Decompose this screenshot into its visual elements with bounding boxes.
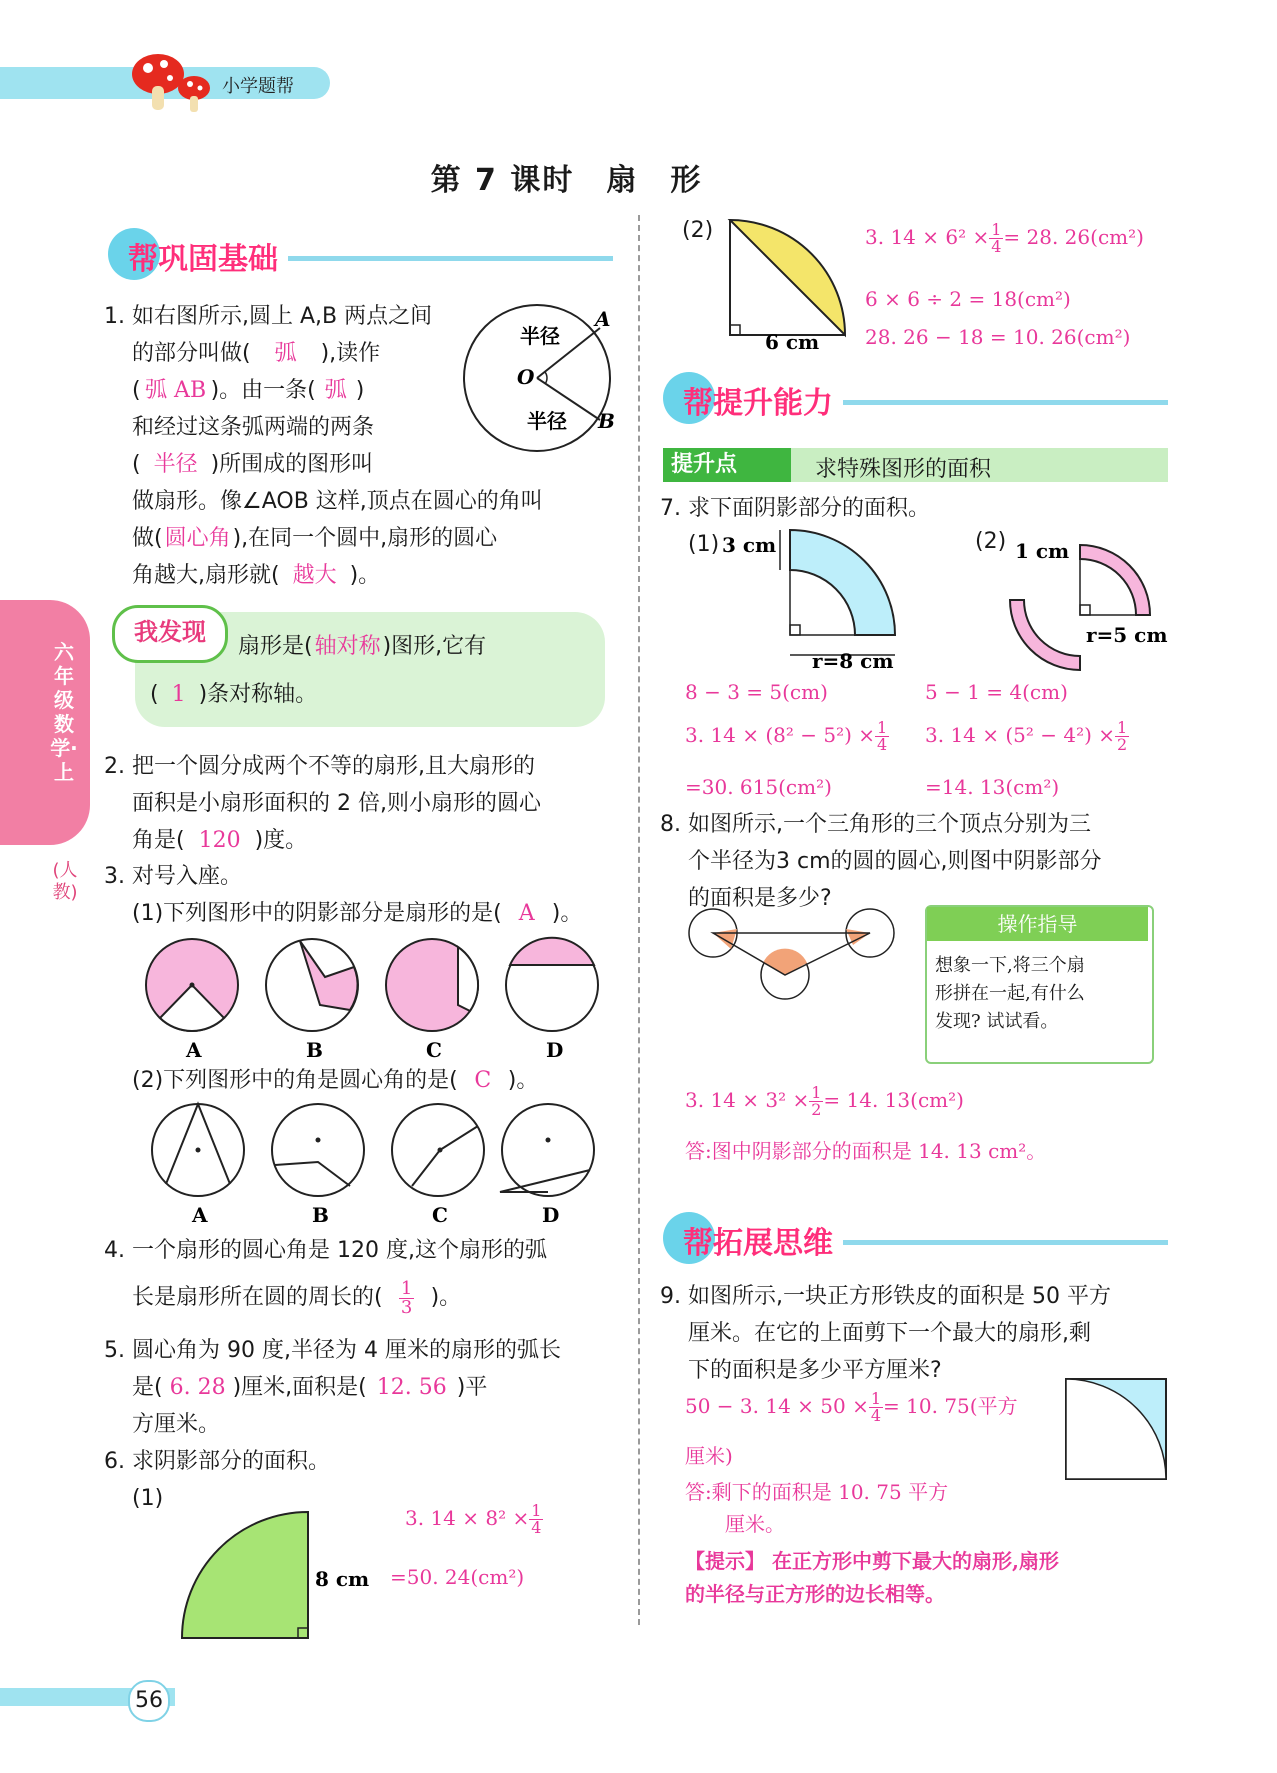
svg-text:D: D <box>542 1203 560 1227</box>
section-extend-header: 帮拓展思维 <box>663 1212 1168 1262</box>
svg-text:3 cm: 3 cm <box>722 533 777 557</box>
svg-text:A: A <box>192 1203 208 1227</box>
page-number: 56 <box>128 1680 170 1722</box>
q8-answer-1: 3. 14 × 3² × $\frac{1}{2}$ = 14. 13(cm²) <box>685 1083 964 1119</box>
q8-answer-2: 答:图中阴影部分的面积是 14. 13 cm²。 <box>685 1139 1047 1163</box>
page-title: 第 7 课时 扇 形 <box>430 163 703 198</box>
svg-text:1 cm: 1 cm <box>1015 539 1070 563</box>
question-6: 6. 求阴影部分的面积。 (1) <box>104 1449 330 1511</box>
section-basic-header: 帮巩固基础 <box>108 228 613 278</box>
svg-text:D: D <box>546 1038 564 1062</box>
q6-part2-answer-2: 6 × 6 ÷ 2 = 18(cm²) <box>865 287 1071 311</box>
discover-text-2: ( 1 )条对称轴。 <box>150 682 318 707</box>
q6-part2-label: (2) <box>682 218 714 243</box>
q9-square-figure <box>1065 1378 1167 1480</box>
question-4: 4. 一个扇形的圆心角是 120 度,这个扇形的弧 长是扇形所在圆的周长的( $\frac{1}{3}$ )。 <box>104 1238 547 1318</box>
q6-part2-figure <box>725 215 855 354</box>
question-1-cont: 做扇形。像∠AOB 这样,顶点在圆心的角叫 做(圆心角),在同一个圆中,扇形的圆心 角越大,扇形就( 越大 )。 <box>132 489 543 588</box>
mushroom-icon <box>128 44 218 114</box>
svg-text:A: A <box>595 307 611 331</box>
svg-text:半径: 半径 <box>527 409 567 433</box>
question-3-part2: (2)下列图形中的角是圆心角的是( C )。 <box>132 1068 539 1093</box>
svg-text:C: C <box>432 1203 448 1227</box>
q7-answer-2-line2: 3. 14 × (5² − 4²) × $\frac{1}{2}$ <box>925 718 1128 754</box>
question-7: 7. 求下面阴影部分的面积。 <box>660 496 930 521</box>
q6-part1-figure <box>170 1510 370 1645</box>
guide-text: 想象一下,将三个扇 形拼在一起,有什么 发现? 试试看。 <box>935 955 1085 1032</box>
question-8: 8. 如图所示,一个三角形的三个顶点分别为三 个半径为3 cm的圆的圆心,则图中阴影部分 的面积是多少? <box>660 812 1102 911</box>
q7-part2-figure <box>1010 530 1170 680</box>
section-improve-header: 帮提升能力 <box>663 372 1168 422</box>
svg-text:r=8 cm: r=8 cm <box>812 649 894 673</box>
q7-part2-label: (2) <box>975 529 1007 554</box>
q9-answer-4: 厘米。 <box>725 1512 785 1536</box>
q6-part2-answer-3: 28. 26 − 18 = 10. 26(cm²) <box>865 325 1131 349</box>
svg-text:6 cm: 6 cm <box>765 330 820 354</box>
q8-figure <box>685 905 900 1005</box>
q7-answer-2-line3: =14. 13(cm²) <box>925 775 1060 799</box>
svg-text:O: O <box>517 365 535 389</box>
q9-answer-3: 答:剩下的面积是 10. 75 平方 <box>685 1480 949 1504</box>
q7-part1-figure <box>720 525 900 673</box>
q6-part1-answer-2: =50. 24(cm²) <box>390 1565 525 1589</box>
q1-circle-figure <box>455 298 625 458</box>
q9-answer-2: 厘米) <box>685 1444 733 1468</box>
svg-text:半径: 半径 <box>520 324 560 348</box>
q3-part1-figures <box>140 935 620 1065</box>
side-tab-edition: (人教) <box>52 860 78 903</box>
discover-text: 扇形是(轴对称)图形,它有 <box>238 634 487 659</box>
improve-topic: 求特殊图形的面积 <box>815 457 992 482</box>
guide-title: 操作指导 <box>927 907 1148 941</box>
svg-text:B: B <box>598 409 615 433</box>
column-divider <box>638 215 640 1625</box>
q7-answer-2-line1: 5 − 1 = 4(cm) <box>925 680 1068 704</box>
q3-part2-figures <box>150 1100 610 1230</box>
discover-tag: 我发现 <box>112 605 228 663</box>
svg-text:A: A <box>186 1038 202 1062</box>
question-5: 5. 圆心角为 90 度,半径为 4 厘米的扇形的弧长 是( 6. 28 )厘米,面积是( 12. 56 )平 方厘米。 <box>104 1338 561 1437</box>
svg-text:B: B <box>312 1203 329 1227</box>
q9-answer-1: 50 − 3. 14 × 50 × $\frac{1}{4}$ = 10. 75(平方 <box>685 1389 1018 1425</box>
improve-tag: 提升点 <box>663 448 791 482</box>
question-3: 3. 对号入座。 (1)下列图形中的阴影部分是扇形的是( A )。 <box>104 864 583 926</box>
q6-part2-answer-1: 3. 14 × 6² × $\frac{1}{4}$ = 28. 26(cm²) <box>865 220 1144 256</box>
question-2: 2. 把一个圆分成两个不等的扇形,且大扇形的 面积是小扇形面积的 2 倍,则小扇形的圆心 角是( 120 )度。 <box>104 754 541 853</box>
svg-text:C: C <box>426 1038 442 1062</box>
q7-answer-1-line3: =30. 615(cm²) <box>685 775 832 799</box>
brand-name: 小学题帮 <box>222 76 294 97</box>
q9-tip-1: 【提示】 在正方形中剪下最大的扇形,扇形 <box>685 1549 1059 1573</box>
q9-tip-2: 的半径与正方形的边长相等。 <box>685 1582 945 1606</box>
side-tab-grade: 六年级数学·上 <box>50 640 78 784</box>
question-9: 9. 如图所示,一块正方形铁皮的面积是 50 平方 厘米。在它的上面剪下一个最大的扇形,剩 下的面积是多少平方厘米? <box>660 1284 1111 1383</box>
svg-text:8 cm: 8 cm <box>315 1567 370 1591</box>
svg-text:B: B <box>306 1038 323 1062</box>
svg-text:r=5 cm: r=5 cm <box>1086 623 1168 647</box>
q7-answer-1-line2: 3. 14 × (8² − 5²) × $\frac{1}{4}$ <box>685 718 888 754</box>
q7-answer-1-line1: 8 − 3 = 5(cm) <box>685 680 828 704</box>
question-1: 1. 如右图所示,圆上 A,B 两点之间 的部分叫做( 弧 ),读作 ( 弧 AB )。由一条( 弧 ) 和经过这条弧两端的两条 ( 半径 )所围成的图形叫 <box>104 304 433 477</box>
q6-part1-answer-1: 3. 14 × 8² × $\frac{1}{4}$ <box>405 1501 542 1537</box>
q7-part1-label: (1) <box>688 532 720 557</box>
